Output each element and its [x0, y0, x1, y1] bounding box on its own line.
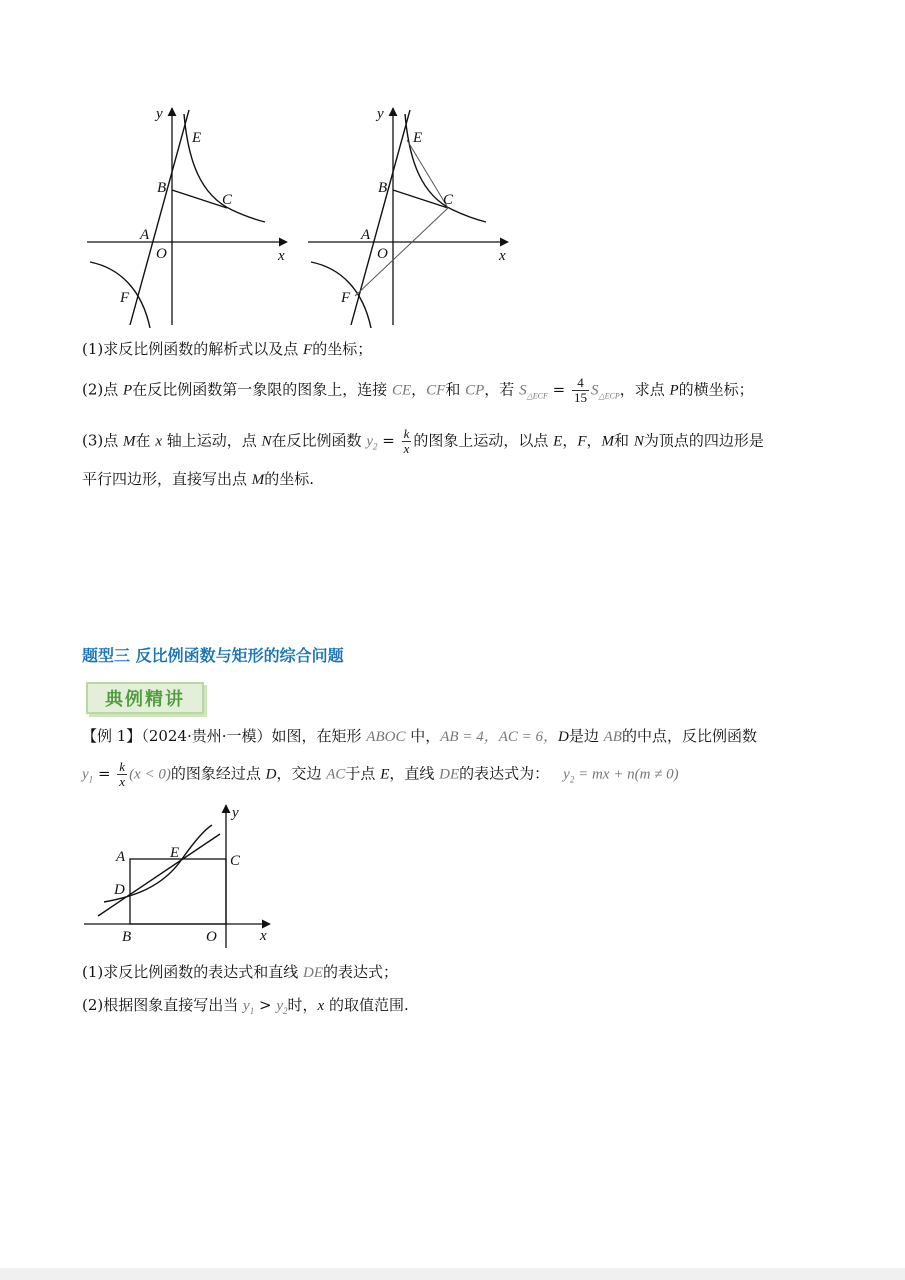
question-1: (1)求反比例函数的解析式以及点 F的坐标；: [82, 340, 373, 358]
figure-top-left: [82, 100, 297, 330]
label-O: O: [206, 929, 217, 945]
label-E: E: [170, 845, 180, 861]
label-x: x: [278, 248, 285, 264]
label-B: B: [378, 180, 388, 196]
example-1-line-2: $y_1$ = $\frac{k}{x}$ (x < 0)的图象经过点 D，交边 AC于点 E，直线 DE的表达式为： $y_2$ = mx + n(m ≠ 0): [82, 759, 679, 789]
figure-example-1: [82, 800, 282, 950]
label-A: A: [140, 227, 150, 243]
section-title: 题型三 反比例函数与矩形的综合问题: [82, 646, 344, 665]
example-1-line-1: 【例 1】（2024·贵州·一模）如图，在矩形 ABOC 中，AB = 4，AC = 6，D是边 AB的中点，反比例函数: [82, 727, 757, 745]
label-E: E: [192, 130, 202, 146]
page-bottom-bar: [0, 1268, 905, 1280]
section-badge: 典例精讲: [86, 682, 204, 714]
segment-FC: [355, 208, 448, 296]
label-D: D: [114, 882, 125, 898]
example-question-2: (2)根据图象直接写出当 $y_1 > y_2$时，x 的取值范围.: [82, 996, 409, 1016]
label-y: y: [232, 805, 239, 821]
label-A: A: [116, 849, 126, 865]
label-O: O: [377, 246, 388, 262]
label-A: A: [361, 227, 371, 243]
label-C: C: [443, 192, 454, 208]
segment-EC: [407, 140, 448, 208]
segment-BC: [172, 190, 227, 208]
label-C: C: [222, 192, 233, 208]
label-E: E: [413, 130, 423, 146]
fraction-4-15: $\frac{4}{15}$: [573, 375, 587, 405]
line-DE: [98, 834, 220, 916]
label-C: C: [230, 853, 241, 869]
fraction-k-x: $\frac{k}{x}$: [119, 759, 126, 789]
question-3: (3)点 M在 x 轴上运动，点 N在反比例函数 $y_2$ = $\frac{k}{x}$ 的图象上运动，以点 E，F，M和 N为顶点的四边形是: [82, 426, 764, 456]
label-y: y: [377, 106, 384, 122]
example-question-1: (1)求反比例函数的表达式和直线 DE的表达式；: [82, 963, 399, 981]
label-B: B: [122, 929, 132, 945]
segment-BC: [393, 190, 448, 208]
line-AB: [130, 110, 189, 325]
label-F: F: [341, 290, 351, 306]
label-x: x: [260, 928, 267, 944]
fraction-k-x: $\frac{k}{x}$: [403, 426, 410, 456]
rectangle-ABOC: [130, 859, 226, 924]
label-F: F: [120, 290, 130, 306]
question-3-line-2: 平行四边形，直接写出点 M的坐标.: [82, 470, 315, 488]
label-x: x: [499, 248, 506, 264]
label-y: y: [156, 106, 163, 122]
line-AB: [351, 110, 410, 325]
label-O: O: [156, 246, 167, 262]
figure-top-right: [303, 100, 518, 330]
label-B: B: [157, 180, 167, 196]
question-2: (2)点 P在反比例函数第一象限的图象上，连接 CE，CF和 CP，若 $S_{\triangle ECF}$ = $\frac{4}{15}$ $S_{\triangle ECP}$，求点 P的横坐标；: [82, 375, 754, 405]
